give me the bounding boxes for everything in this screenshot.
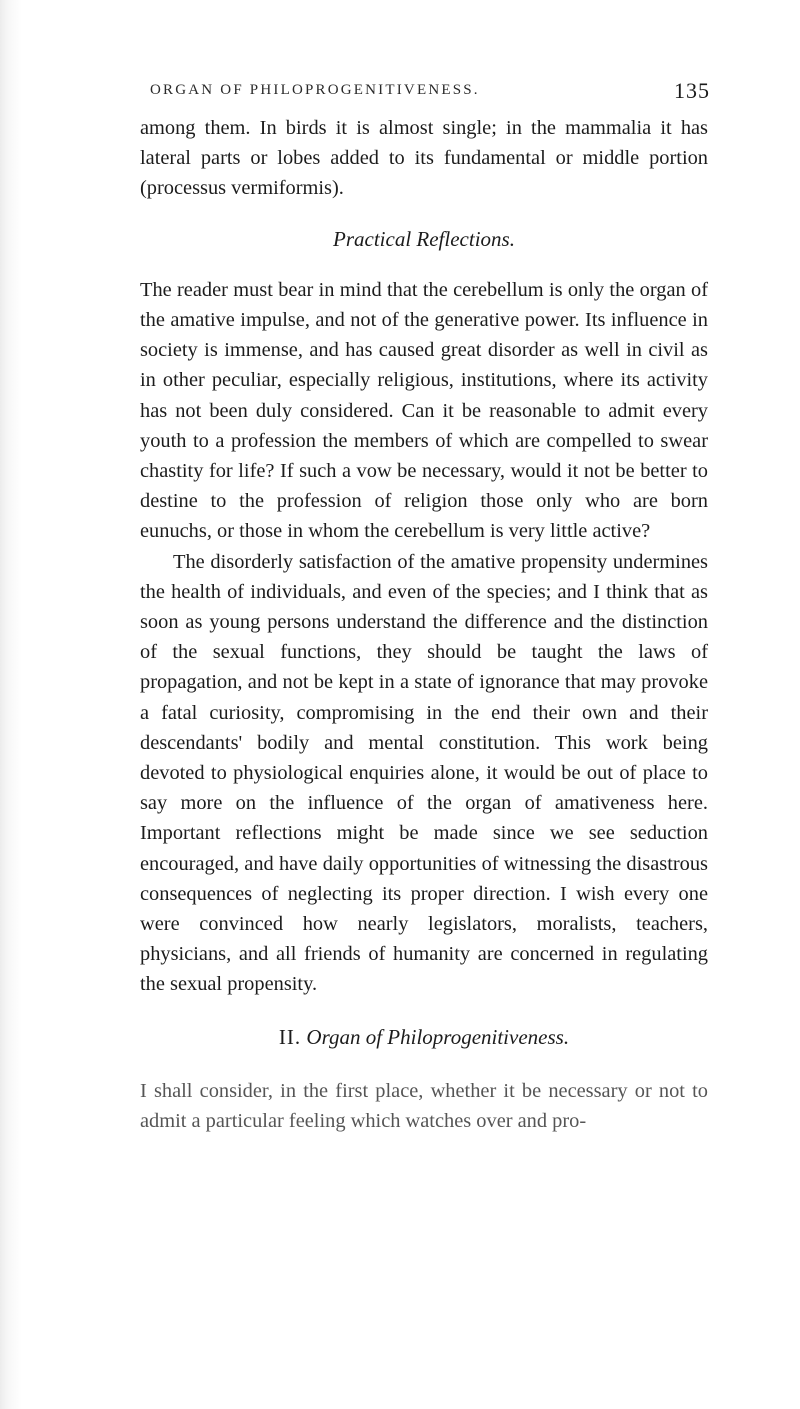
section-heading-philoprogenitiveness — [140, 1022, 708, 1052]
section-heading-practical-reflections: Practical Reflections. — [333, 226, 515, 251]
page-number: 135 — [674, 78, 710, 103]
paragraph-disorderly-satisfaction: The disorderly satisfaction of the amative propensity undermines the health of individuals, and even of the species; and I think that as soon as young persons understand the difference and the distinction of the sexual functions, they should be taught the laws of propagation, and not be kept in a state of ignorance that may provoke a fatal curiosity, compromising in the end their own and their descendants' bodily and mental constitution. This work being devoted to physiological enquiries alone, it would be out of place to say more on the influence of the organ of amativeness here. Important reflections might be made since we see seduction encouraged, and have daily opportunities of witnessing the disastrous consequences of neglecting its proper direction. I wish every one were convinced how nearly legislators, moralists, teachers, physicians, and all friends of humanity are concerned in regulating the sexual propensity. — [140, 550, 708, 996]
paragraph-continuation: among them. In birds it is almost single; in the mammalia it has lateral parts or lobes added to its fundamental or middle portion (processus vermiformis). — [140, 117, 708, 200]
section-number: II. — [278, 1024, 302, 1049]
page-header — [150, 78, 710, 108]
paragraph-reader: The reader must bear in mind that the cerebellum is only the organ of the amative impulse, and not of the generative power. Its influence in society is immense, and has caused great disorder as well in civil as in other peculiar, especially religious, institutions, where its activity has not been duly considered. Can it be reasonable to admit every youth to a profession the members of which are compelled to swear chastity for life? If such a vow be necessary, would it not be better to destine to the profession of religion those only who are born eunuchs, or those in whom the cerebellum is very little active? — [140, 278, 708, 543]
running-head: ORGAN OF PHILOPROGENITIVENESS. — [150, 82, 480, 98]
section-title: Organ of Philoprogenitiveness. — [306, 1024, 570, 1049]
body-text — [140, 113, 708, 1136]
paragraph-shall-consider: I shall consider, in the first place, whether it be necessary or not to admit a particular feeling which watches over and pro- — [140, 1079, 708, 1133]
